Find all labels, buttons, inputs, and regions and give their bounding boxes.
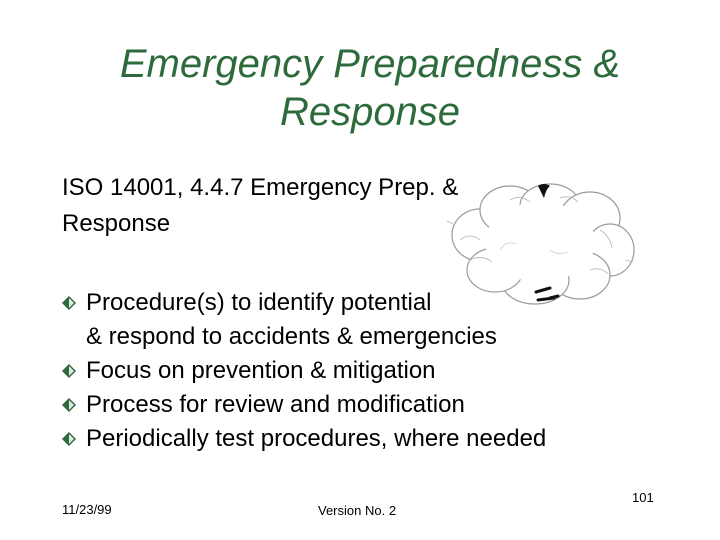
bullet-text: Periodically test procedures, where needed [86, 425, 547, 452]
diamond-bullet-icon [62, 432, 76, 446]
subtitle-line-1: ISO 14001, 4.4.7 Emergency Prep. & [62, 174, 459, 201]
bullet-item [62, 354, 682, 388]
bullet-text-line-1: Procedure(s) to identify potential [86, 289, 432, 316]
bullet-item [62, 286, 682, 354]
bullet-text: Process for review and modification [86, 391, 465, 418]
bullet-item [62, 388, 682, 422]
title-line-2: Response [279, 90, 461, 134]
slide-title [40, 40, 700, 136]
subtitle-line-2: Response [62, 210, 171, 237]
bullet-list [62, 286, 682, 456]
title-line-1: Emergency Preparedness & [119, 42, 621, 86]
diamond-bullet-icon [62, 364, 76, 378]
bullet-text-line-2: & respond to accidents & emergencies [86, 323, 497, 350]
diamond-bullet-icon [62, 296, 76, 310]
diamond-bullet-icon [62, 398, 76, 412]
bullet-text: Focus on prevention & mitigation [86, 357, 436, 384]
footer-version: Version No. 2 [318, 503, 397, 518]
footer-date: 11/23/99 [62, 502, 112, 517]
page-number: 101 [632, 490, 654, 505]
bullet-item [62, 422, 682, 456]
